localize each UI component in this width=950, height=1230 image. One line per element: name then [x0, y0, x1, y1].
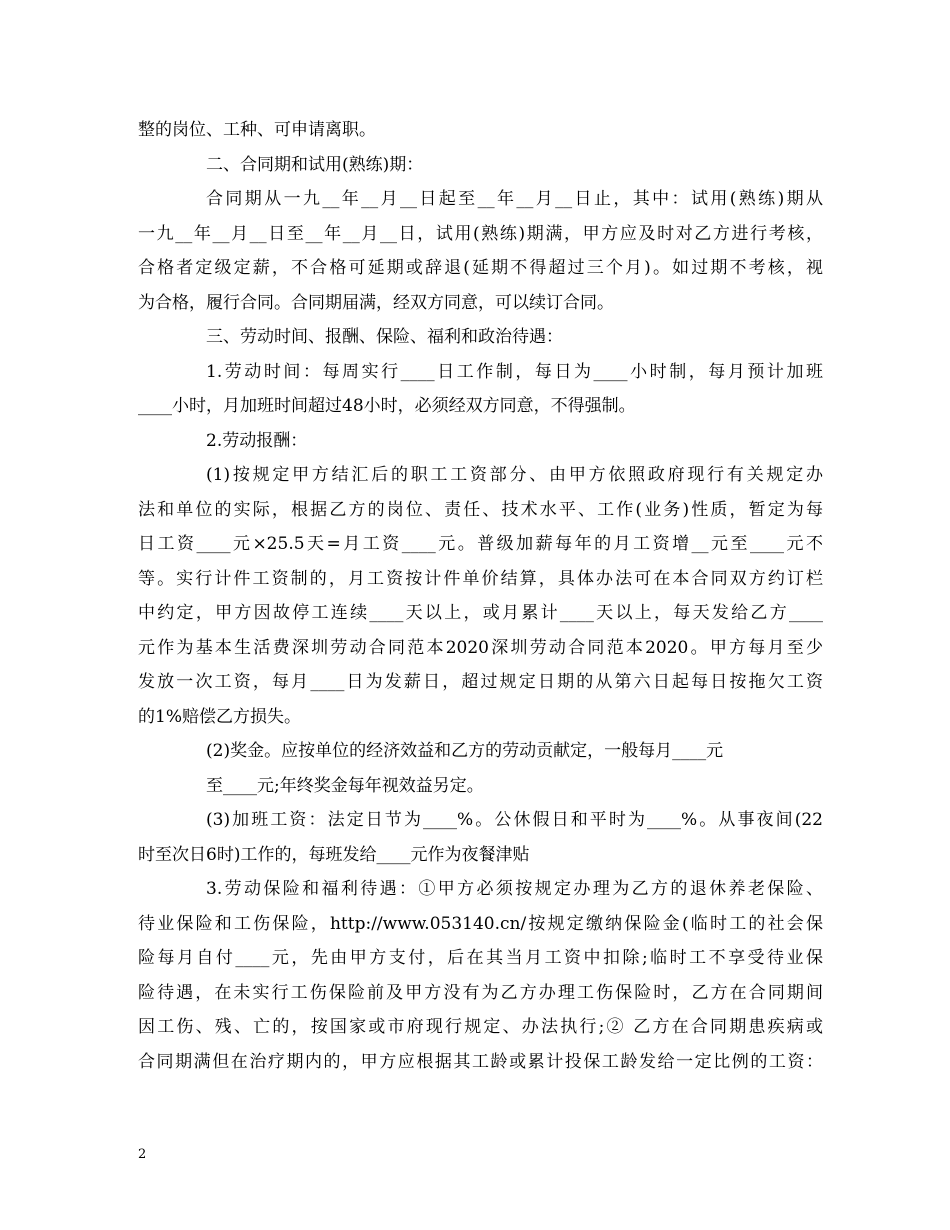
- subsection-heading: 2.劳动报酬：: [206, 430, 308, 451]
- text-line: 合同期满但在治疗期内的，甲方应根据其工龄或累计投保工龄发给一定比例的工资：: [138, 1051, 823, 1072]
- section-heading: 三、劳动时间、报酬、保险、福利和政治待遇：: [206, 327, 563, 347]
- text-line: 等。实行计件工资制的，月工资按计件单价结算，具体办法可在本合同双方约订栏: [138, 568, 823, 589]
- text-line: 合同期从一九__年__月__日起至__年__月__日止，其中：试用(熟练)期从: [206, 189, 823, 209]
- text-line: 1.劳动时间：每周实行____日工作制，每日为____小时制，每月预计加班: [206, 361, 823, 382]
- text-line: 元作为基本生活费深圳劳动合同范本2020深圳劳动合同范本2020。甲方每月至少: [138, 637, 823, 658]
- text-line: 因工伤、残、亡的，按国家或市府现行规定、办法执行;② 乙方在合同期患疾病或: [138, 1017, 823, 1037]
- text-line: 整的岗位、工种、可申请离职。: [138, 120, 376, 140]
- text-line: 险每月自付____元，先由甲方支付，后在其当月工资中扣除;临时工不享受待业保: [138, 948, 823, 968]
- text-line: 3.劳动保险和福利待遇：①甲方必须按规定办理为乙方的退休养老保险、: [206, 879, 823, 899]
- text-line: (2)奖金。应按单位的经济效益和乙方的劳动贡献定，一般每月____元: [206, 741, 724, 761]
- section-heading: 二、合同期和试用(熟练)期：: [206, 154, 424, 175]
- text-line: 一九__年__月__日至__年__月__日，试用(熟练)期满，甲方应及时对乙方进行考核，: [138, 223, 823, 244]
- text-line: 法和单位的实际，根据乙方的岗位、责任、技术水平、工作(业务)性质，暂定为每: [138, 499, 823, 520]
- text-line: 时至次日6时)工作的，每班发给____元作为夜餐津贴: [138, 844, 530, 865]
- document-body: [138, 113, 823, 1079]
- text-line: 待业保险和工伤保险，http://www.053140.cn/按规定缴纳保险金(临时工的社会保: [138, 913, 823, 934]
- text-line: 为合格，履行合同。合同期届满，经双方同意，可以续订合同。: [138, 292, 614, 313]
- text-line: ____小时，月加班时间超过48小时，必须经双方同意，不得强制。: [138, 396, 636, 416]
- text-line: 的1%赔偿乙方损失。: [138, 706, 301, 727]
- text-line: (3)加班工资：法定日节为____%。公休假日和平时为____%。从事夜间(22: [206, 810, 823, 830]
- text-line: 至____元;年终奖金每年视效益另定。: [206, 775, 484, 796]
- text-line: 中约定，甲方因故停工连续____天以上，或月累计____天以上，每天发给乙方____: [138, 603, 823, 623]
- text-line: 合格者定级定薪，不合格可延期或辞退(延期不得超过三个月)。如过期不考核，视: [138, 258, 823, 278]
- text-line: 发放一次工资，每月____日为发薪日，超过规定日期的从第六日起每日按拖欠工资: [138, 672, 823, 692]
- text-line: 日工资____元×25.5天=月工资____元。普级加薪每年的月工资增__元至____元不: [138, 534, 823, 554]
- text-line: 险待遇，在未实行工伤保险前及甲方没有为乙方办理工伤保险时，乙方在合同期间: [138, 982, 823, 1003]
- text-line: (1)按规定甲方结汇后的职工工资部分、由甲方依照政府现行有关规定办: [206, 465, 823, 485]
- page-number: 2: [138, 1147, 147, 1162]
